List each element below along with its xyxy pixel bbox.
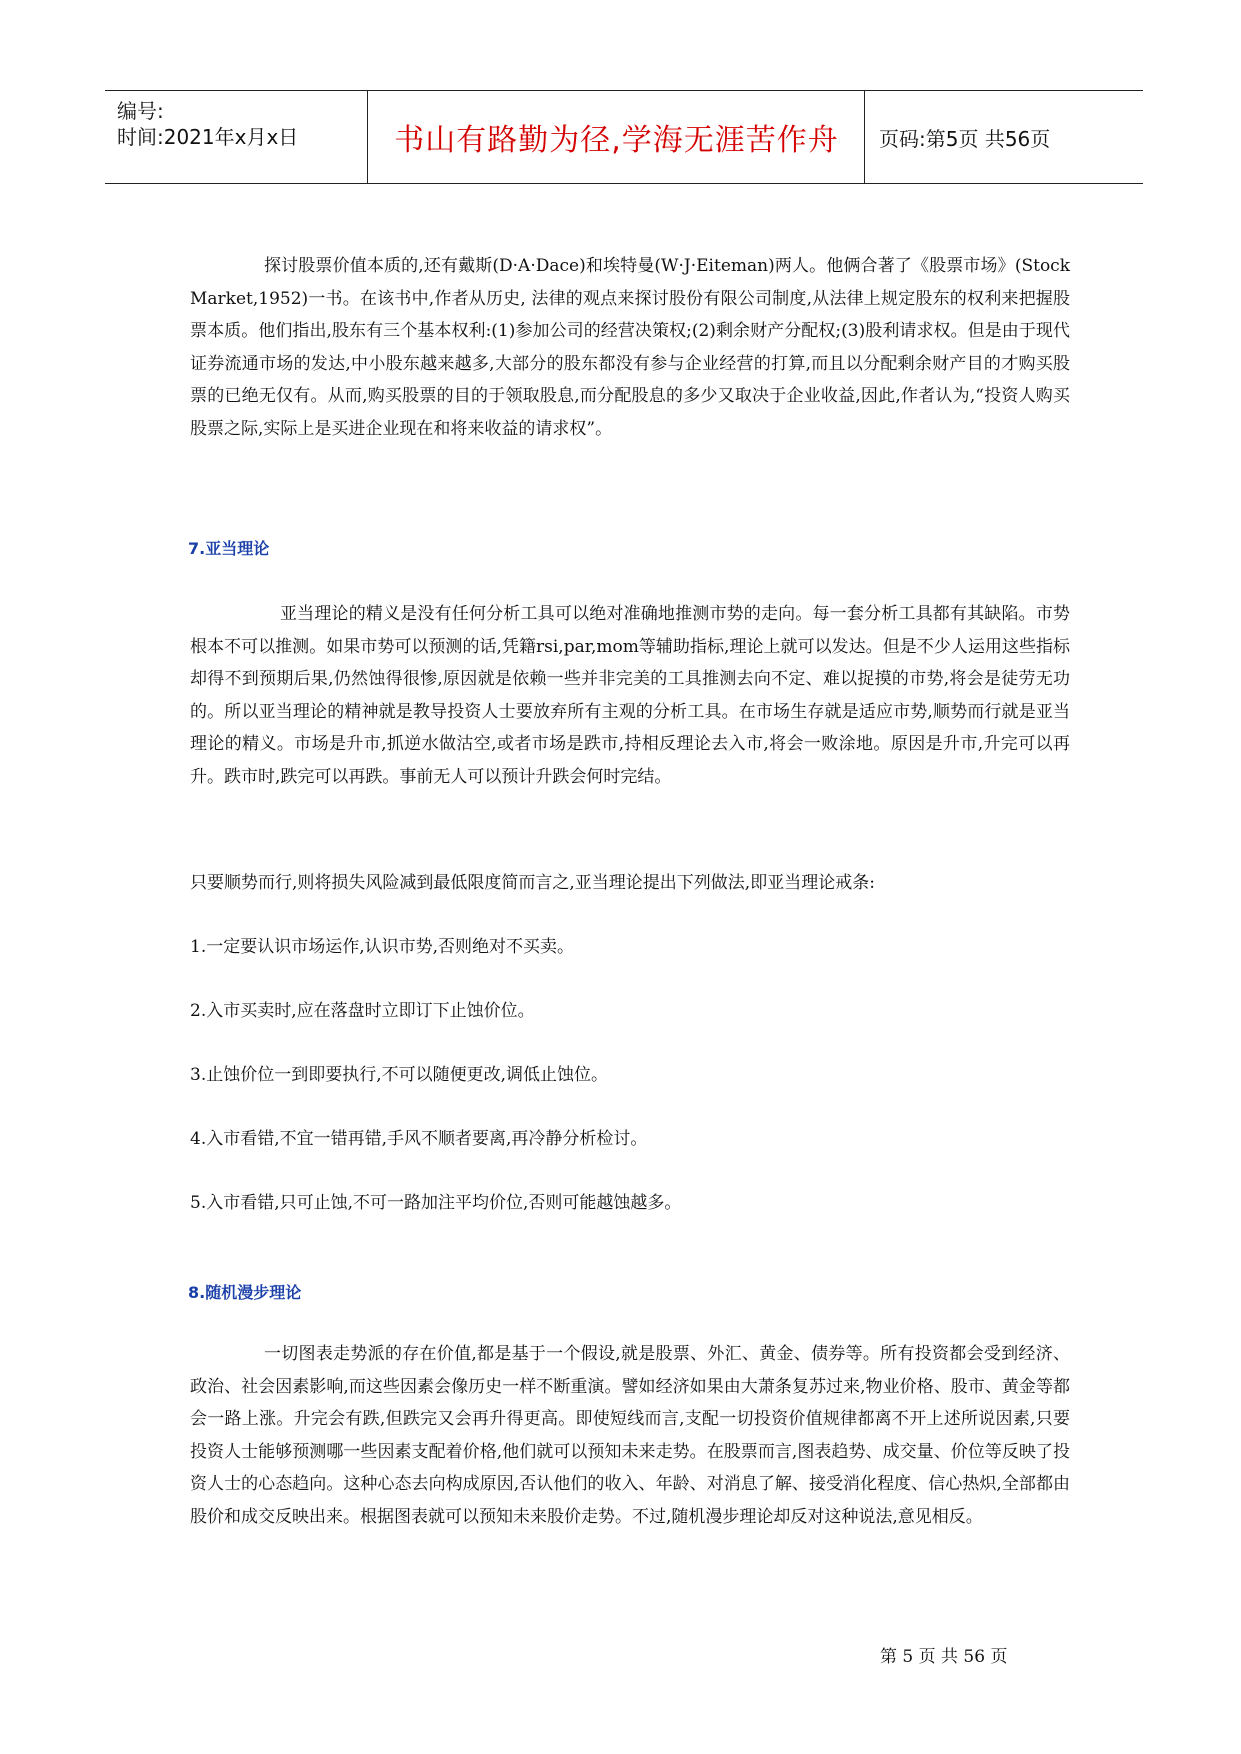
section-8-paragraph: 一切图表走势派的存在价值,都是基于一个假设,就是股票、外汇、黄金、债券等。所有投资都会受到经济、政治、社会因素影响,而这些因素会像历史一样不断重演。譬如经济如果由大萧条复苏过来,物业价格、股市、黄金等都会一路上涨。升完会有跌,但跌完又会再升得更高。即使短线而言,支配一切投资价值规律都离不开上述所说因素,只要投资人士能够预测哪一些因素支配着价格,他们就可以预知未来走势。在股票而言,图表趋势、成交量、价位等反映了投资人士的心态趋向。这种心态去向构成原因,否认他们的收入、年龄、对消息了解、接受消化程度、信心热炽,全部都由股价和成交反映出来。根据图表就可以预知未来股价走势。不过,随机漫步理论却反对这种说法,意见相反。 xyxy=(190,1344,1070,1527)
number-label: 编号: xyxy=(117,99,164,123)
rule-5: 5.入市看错,只可止蚀,不可一路加注平均价位,否则可能越蚀越多。 xyxy=(190,1193,682,1213)
rule-4: 4.入市看错,不宜一错再错,手风不顺者要离,再冷静分析检讨。 xyxy=(190,1129,648,1149)
page-header xyxy=(105,90,1143,184)
section-7-paragraph: 亚当理论的精义是没有任何分析工具可以绝对准确地推测市势的走向。每一套分析工具都有其缺陷。市势根本不可以推测。如果市势可以预测的话,凭籍rsi,par,mom等辅助指标,理论上就可以发达。但是不少人运用这些指标却得不到预期后果,仍然蚀得很惨,原因就是依赖一些并非完美的工具推测去向不定、难以捉摸的市势,将会是徒劳无功的。所以亚当理论的精神就是教导投资人士要放弃所有主观的分析工具。在市场生存就是适应市势,顺势而行就是亚当理论的精义。市场是升市,抓逆水做沽空,或者市场是跌市,持相反理论去入市,将会一败涂地。原因是升市,升完可以再升。跌市时,跌完可以再跌。事前无人可以预计升跌会何时完结。 xyxy=(190,604,1070,787)
header-page-info: 页码:第5页 共56页 xyxy=(879,126,1051,151)
rule-1: 1.一定要认识市场运作,认识市势,否则绝对不买卖。 xyxy=(190,937,575,957)
rule-2: 2.入市买卖时,应在落盘时立即订下止蚀价位。 xyxy=(190,1001,535,1021)
page-footer: 第 5 页 共 56 页 xyxy=(880,1647,1008,1667)
section-7-summary: 只要顺势而行,则将损失风险减到最低限度简而言之,亚当理论提出下列做法,即亚当理论戒条: xyxy=(190,873,875,893)
section-8-heading: 8.随机漫步理论 xyxy=(188,1283,302,1302)
rule-3: 3.止蚀价位一到即要执行,不可以随便更改,调低止蚀位。 xyxy=(190,1065,609,1085)
time-label: 时间:2021年x月x日 xyxy=(117,125,299,149)
section-7-heading: 7.亚当理论 xyxy=(188,539,270,558)
header-meta-cell xyxy=(105,91,368,183)
intro-paragraph: 探讨股票价值本质的,还有戴斯(D·A·Dace)和埃特曼(W·J·Eiteman)两人。他俩合著了《股票市场》(Stock Market,1952)一书。在该书中,作者从历史, 法律的观点来探讨股份有限公司制度,从法律上规定股东的权利来把握股票本质。他们指出,股东有三个基本权利:(1)参加公司的经营决策权;(2)剩余财产分配权;(3)股利请求权。但是由于现代证券流通市场的发达,中小股东越来越多,大部分的股东都没有参与企业经营的打算,而且以分配剩余财产目的才购买股票的已绝无仅有。从而,购买股票的目的于领取股息,而分配股息的多少又取决于企业收益,因此,作者认为,“投资人购买股票之际,实际上是买进企业现在和将来收益的请求权”。 xyxy=(190,256,1070,439)
header-motto: 书山有路勤为径,学海无涯苦作舟 xyxy=(369,91,865,183)
